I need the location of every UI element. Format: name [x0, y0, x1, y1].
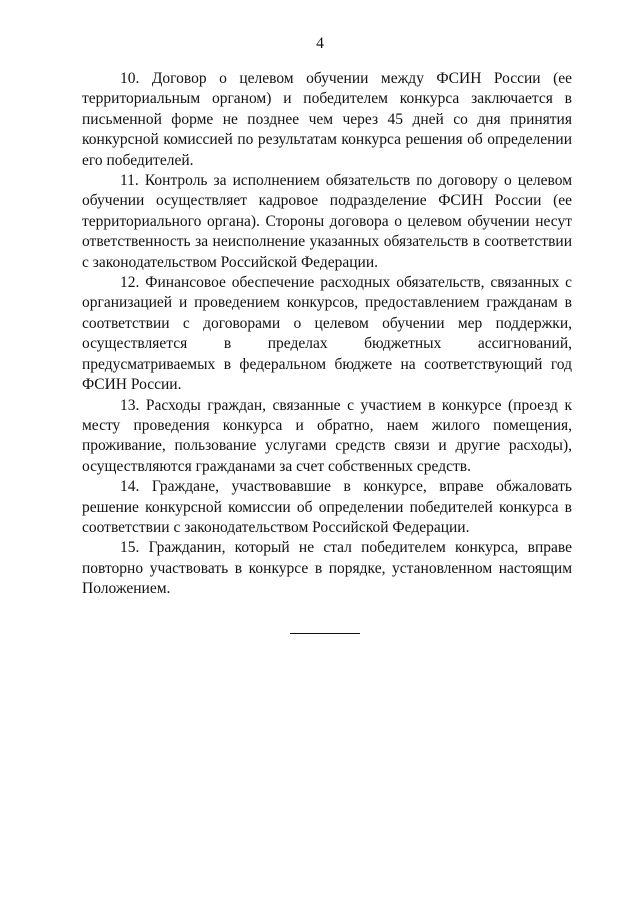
paragraph-14: 14. Граждане, участвовавшие в конкурсе, вправе обжаловать решение конкурсной комиссии об определении победителей конкурса в соответствии с законодательством Российской Федерации.	[82, 478, 572, 536]
paragraph-15: 15. Гражданин, который не стал победителем конкурса, вправе повторно участвовать в конкурсе в порядке, установленном настоящим Положением.	[82, 539, 572, 598]
end-of-document-rule	[290, 633, 360, 634]
paragraph-13: 13. Расходы граждан, связанные с участием в конкурсе (проезд к месту проведения конкурса и обратно, наем жилого помещения, проживание, пользование услугами средств связи и другие расходы), осуществляются гражданами за счет собственных средств.	[82, 396, 572, 475]
page-number: 4	[316, 35, 324, 52]
paragraph-11: 11. Контроль за исполнением обязательств по договору о целевом обучении осуществляет кадровое подразделение ФСИН России (ее территориального органа). Стороны договора о целевом обучении несут ответственность за неисполнение указанных обязательств в соответствии с законодательством Российской Федерации.	[82, 172, 572, 271]
document-body	[82, 69, 572, 600]
paragraph-10: 10. Договор о целевом обучении между ФСИН России (ее территориальным органом) и победителем конкурса заключается в письменной форме не позднее чем через 45 дней со дня принятия конкурсной комиссией по результатам конкурса решения об определении его победителей.	[82, 70, 572, 169]
paragraph-12: 12. Финансовое обеспечение расходных обязательств, связанных с организацией и проведением конкурсов, предоставлением гражданам в соответствии с договорами о целевом обучении мер поддержки, осуществляется в пределах бюджетных ассигнований, предусматриваемых в федеральном бюджете на соответствующий год ФСИН России.	[82, 274, 572, 394]
